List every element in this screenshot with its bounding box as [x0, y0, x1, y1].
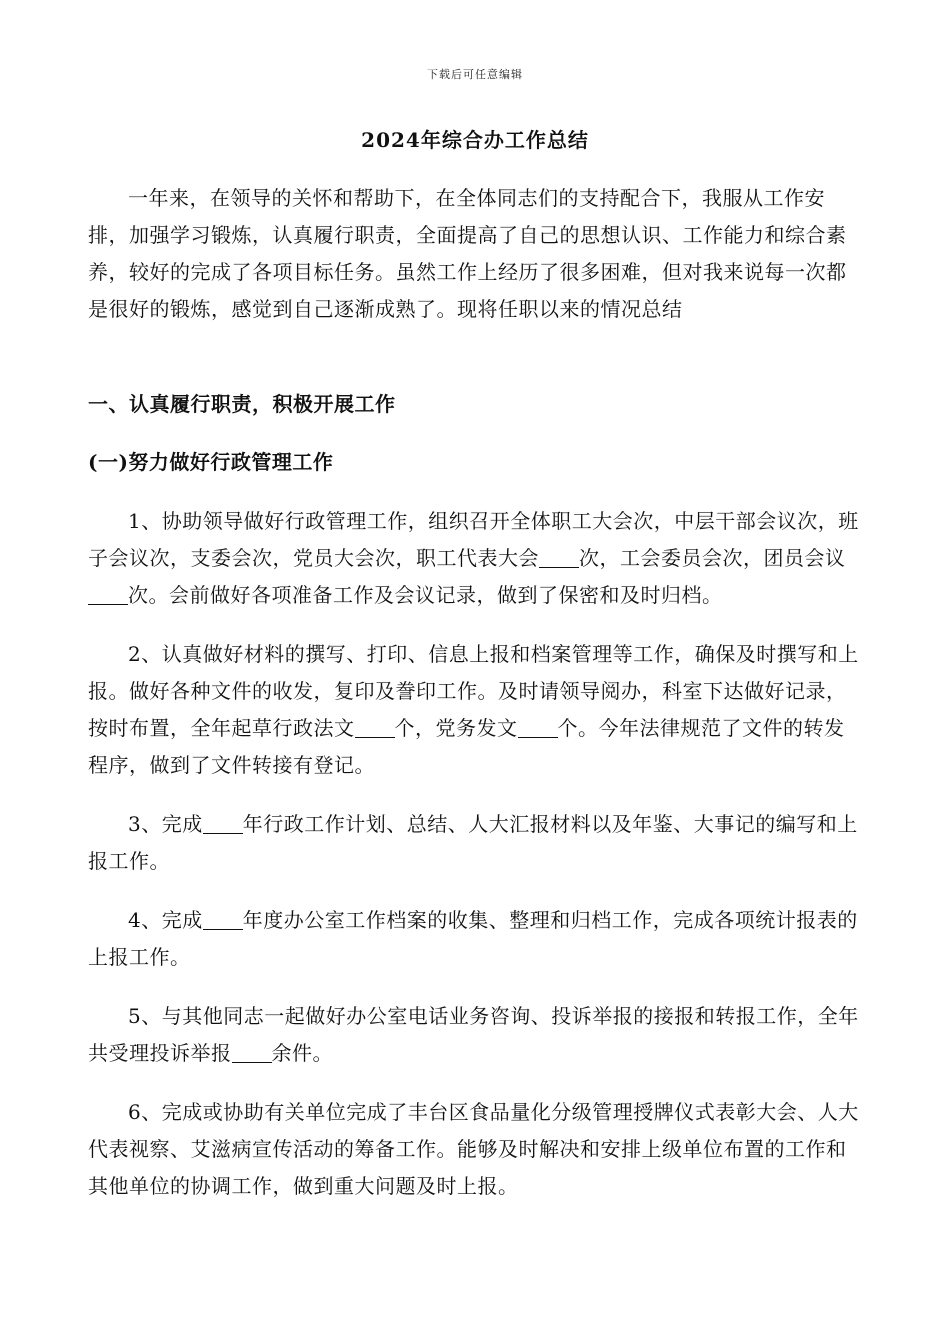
fill-blank — [88, 584, 128, 605]
header-note: 下载后可任意编辑 — [427, 68, 523, 81]
fill-blank — [539, 547, 579, 568]
intro-paragraph: 一年来，在领导的关怀和帮助下，在全体同志们的支持配合下，我服从工作安排，加强学习锻炼，认真履行职责，全面提高了自己的思想认识、工作能力和综合素养，较好的完成了各项目标任务。虽然工作上经历了很多困难，但对我来说每一次都是很好的锻炼，感觉到自己逐渐成熟了。现将任职以来的情况总结 — [88, 186, 847, 321]
fill-blank — [203, 909, 243, 930]
item-3-text-a: 3、完成 — [128, 812, 203, 836]
item-1-text-b: 次，工会委员会次，团员会议 — [579, 546, 846, 570]
fill-blank — [232, 1042, 272, 1063]
item-2-text-c: 个。今年法律规范了文件的转发程序，做到了文件转接有登记。 — [88, 716, 845, 777]
list-item-5 — [88, 998, 862, 1072]
list-item-6 — [88, 1094, 862, 1205]
item-6-text-a: 6、完成或协助有关单位完成了丰台区食品量化分级管理授牌仪式表彰大会、人大代表视察、艾滋病宣传活动的筹备工作。能够及时解决和安排上级单位布置的工作和其他单位的协调工作，做到重大问题及时上报。 — [88, 1100, 859, 1198]
fill-blank — [355, 717, 395, 738]
item-5-text-a: 5、与其他同志一起做好办公室电话业务咨询、投诉举报的接报和转报工作，全年共受理投诉举报 — [88, 1004, 859, 1065]
list-item-3 — [88, 806, 862, 880]
item-4-text-b: 年度办公室工作档案的收集、整理和归档工作，完成各项统计报表的上报工作。 — [88, 908, 858, 969]
document-title: 2024年综合办工作总结 — [361, 128, 589, 152]
list-item-4 — [88, 902, 862, 976]
fill-blank — [518, 717, 558, 738]
item-1-text-c: 次。会前做好各项准备工作及会议记录，做到了保密和及时归档。 — [128, 583, 723, 607]
item-2-text-a: 2、认真做好材料的撰写、打印、信息上报和档案管理等工作，确保及时撰写和上报。做好各种文件的收发，复印及誊印工作。及时请领导阅办，科室下达做好记录，按时布置，全年起草行政法文 — [88, 642, 859, 740]
item-1-text-a: 1、协助领导做好行政管理工作，组织召开全体职工大会次，中层干部会议次，班子会议次，支委会次，党员大会次，职工代表大会 — [88, 509, 859, 570]
fill-blank — [203, 813, 243, 834]
list-item-2 — [88, 636, 862, 784]
list-item-1 — [88, 503, 862, 614]
subsection-heading: (一)努力做好行政管理工作 — [88, 450, 334, 474]
item-3-text-b: 年行政工作计划、总结、人大汇报材料以及年鉴、大事记的编写和上报工作。 — [88, 812, 858, 873]
item-2-text-b: 个，党务发文 — [394, 716, 518, 740]
item-5-text-b: 余件。 — [271, 1041, 333, 1065]
section-heading: 一、认真履行职责，积极开展工作 — [88, 392, 396, 416]
item-4-text-a: 4、完成 — [128, 908, 203, 932]
